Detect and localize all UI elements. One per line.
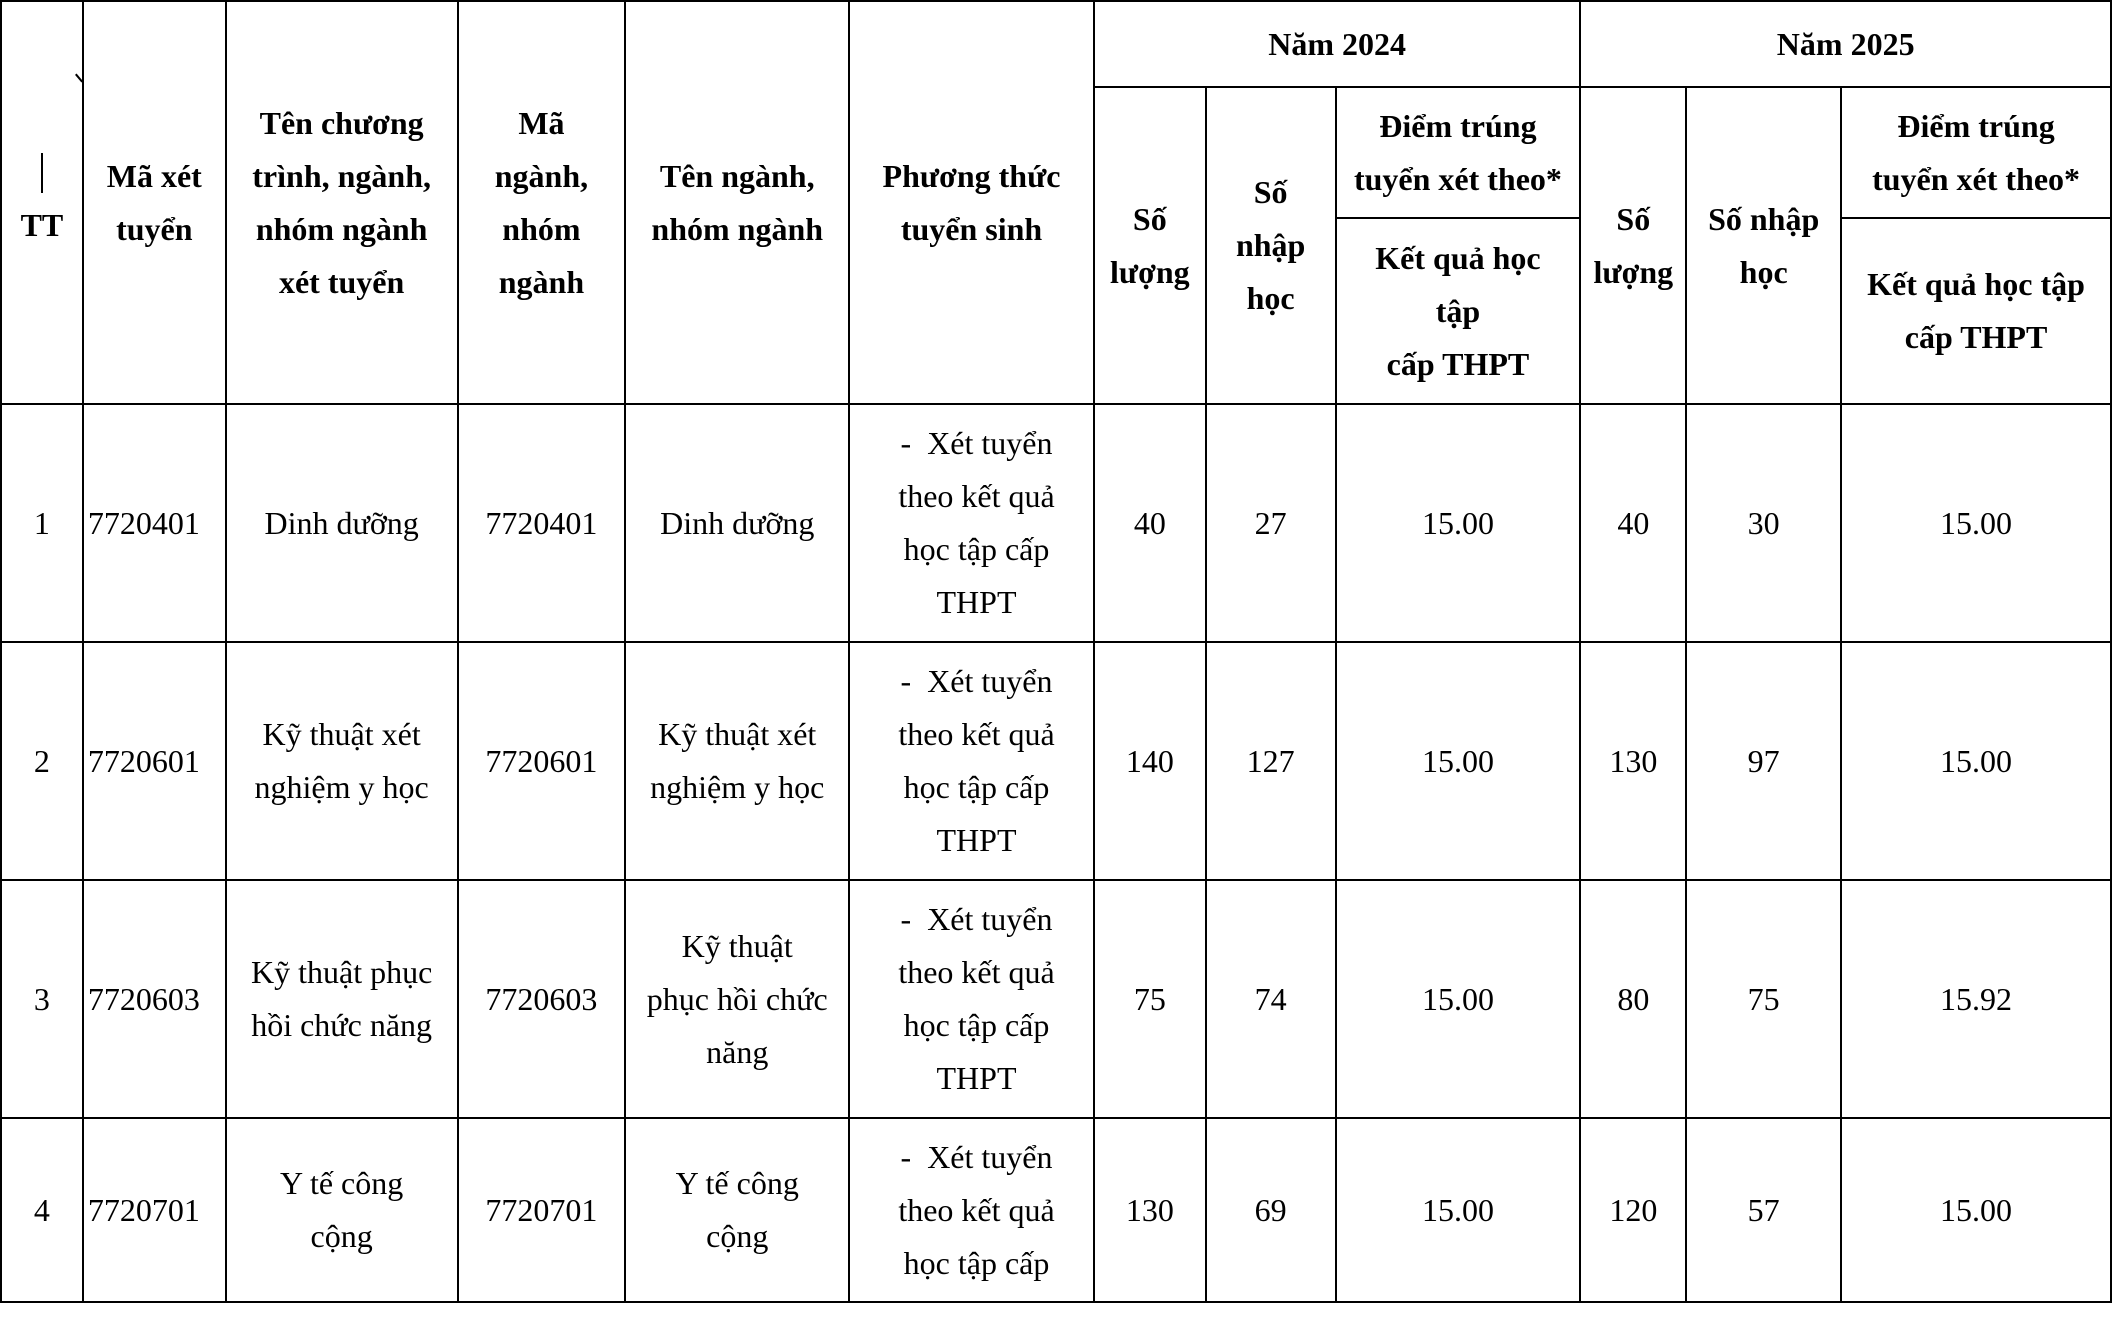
text-line: Dinh dưỡng xyxy=(264,504,419,541)
cell-diem-2025: 15.00 xyxy=(1841,404,2111,642)
text-line: Số xyxy=(1132,200,1167,237)
text-line: nhóm ngành xyxy=(255,210,428,247)
header-2025-ket-qua xyxy=(1841,218,2111,404)
text-line: ngành, xyxy=(494,157,589,194)
text-line: nghiệm y học xyxy=(254,769,429,805)
text-line: cộng xyxy=(310,1218,373,1254)
cell-ma-nganh: 7720401 xyxy=(458,404,626,642)
cell-so-luong-2024: 75 xyxy=(1094,880,1206,1118)
text-line: Điểm trúng xyxy=(1379,107,1537,144)
cell-ma-xet-tuyen: 7720701 xyxy=(83,1118,226,1302)
text-line: Y tế công xyxy=(675,1165,799,1201)
text-line: hồi chức năng xyxy=(251,1007,433,1043)
text-line: theo kết quả xyxy=(898,1191,1055,1228)
text-line: Kết quả học tập xyxy=(1867,266,2085,302)
cell-so-luong-2025: 40 xyxy=(1580,404,1686,642)
header-2025-so-nhap-hoc xyxy=(1686,87,1841,404)
cell-so-nhap-hoc-2024: 69 xyxy=(1206,1118,1336,1302)
cell-ten-nganh xyxy=(625,880,849,1118)
text-line: Kỹ thuật xyxy=(681,927,793,964)
text-line: tuyển xyxy=(116,210,193,247)
text-line: tuyển sinh xyxy=(900,210,1043,247)
cell-so-luong-2024: 130 xyxy=(1094,1118,1206,1302)
cell-ten-nganh xyxy=(625,404,849,642)
cell-diem-2024: 15.00 xyxy=(1336,404,1581,642)
header-tt xyxy=(1,1,83,404)
header-2024-so-nhap-hoc xyxy=(1206,87,1336,404)
text-line: học xyxy=(1246,280,1295,316)
text-line: phục hồi chức xyxy=(646,980,828,1017)
text-line: Tên ngành, xyxy=(659,157,815,194)
cell-so-nhap-hoc-2024: 127 xyxy=(1206,642,1336,880)
header-2024-so-luong xyxy=(1094,87,1206,404)
text-line: theo kết quả xyxy=(898,954,1055,990)
header-2024-ket-qua xyxy=(1336,218,1581,404)
table-row xyxy=(1,642,2111,880)
cell-so-nhap-hoc-2024: 27 xyxy=(1206,404,1336,642)
text-line: năng xyxy=(706,1033,769,1070)
text-line: Số xyxy=(1616,200,1651,237)
text-line: Dinh dưỡng xyxy=(660,504,815,541)
text-line: tuyển xét theo* xyxy=(1353,160,1562,197)
header-2025-diem-trung-tuyen xyxy=(1841,87,2111,218)
header-nam-2024: Năm 2024 xyxy=(1094,1,1581,87)
cell-ma-nganh: 7720601 xyxy=(458,642,626,880)
tt-vertical-mark xyxy=(41,153,43,193)
text-line: THPT xyxy=(936,822,1017,858)
cell-ten-chuong-trinh xyxy=(226,1118,458,1302)
cell-ten-nganh xyxy=(625,1118,849,1302)
cell-so-luong-2025: 120 xyxy=(1580,1118,1686,1302)
text-line: cấp THPT xyxy=(1904,319,2048,355)
cell-ma-xet-tuyen: 7720401 xyxy=(83,404,226,642)
text-line: học tập cấp xyxy=(903,1244,1050,1281)
text-line: Kỹ thuật xét xyxy=(262,716,421,752)
text-line: - Xét tuyển xyxy=(900,663,1053,699)
cell-diem-2024: 15.00 xyxy=(1336,642,1581,880)
text-line: trình, ngành, xyxy=(252,157,431,194)
cell-so-nhap-hoc-2025: 97 xyxy=(1686,642,1841,880)
text-line: - Xét tuyển xyxy=(900,901,1053,937)
cell-ma-xet-tuyen: 7720603 xyxy=(83,880,226,1118)
table-body xyxy=(1,404,2111,1302)
table-row xyxy=(1,1118,2111,1302)
cell-ma-xet-tuyen: 7720601 xyxy=(83,642,226,880)
text-line: theo kết quả xyxy=(898,478,1055,514)
text-line: - Xét tuyển xyxy=(900,1138,1053,1175)
text-line: Tên chương xyxy=(259,104,424,141)
text-line: Y tế công xyxy=(280,1165,404,1201)
table-row xyxy=(1,880,2111,1118)
cell-tt: 4 xyxy=(1,1118,83,1302)
cell-ten-chuong-trinh xyxy=(226,642,458,880)
cell-tt: 2 xyxy=(1,642,83,880)
text-line: cấp THPT xyxy=(1386,345,1530,382)
text-line: ngành xyxy=(498,263,585,300)
text-line: học tập cấp xyxy=(903,769,1050,805)
cell-tt: 1 xyxy=(1,404,83,642)
cell-ten-nganh xyxy=(625,642,849,880)
text-line: theo kết quả xyxy=(898,716,1055,752)
text-line: Kết quả học xyxy=(1375,239,1541,276)
text-line: nhập xyxy=(1235,227,1306,263)
header-tt-label: TT xyxy=(20,207,64,243)
cell-so-nhap-hoc-2025: 30 xyxy=(1686,404,1841,642)
text-line: xét tuyển xyxy=(278,263,405,300)
cell-so-luong-2025: 80 xyxy=(1580,880,1686,1118)
cell-phuong-thuc xyxy=(849,1118,1094,1302)
header-ten-nganh xyxy=(625,1,849,404)
text-line: lượng xyxy=(1593,253,1674,290)
header-nam-2025: Năm 2025 xyxy=(1580,1,2111,87)
text-line: nhóm ngành xyxy=(651,210,824,247)
text-line: Điểm trúng xyxy=(1897,107,2055,144)
header-ma-nganh xyxy=(458,1,626,404)
cell-so-nhap-hoc-2024: 74 xyxy=(1206,880,1336,1118)
header-2024-diem-trung-tuyen xyxy=(1336,87,1581,218)
text-line: tập xyxy=(1435,292,1481,329)
cell-diem-2024: 15.00 xyxy=(1336,880,1581,1118)
cell-tt: 3 xyxy=(1,880,83,1118)
text-line: Mã xét xyxy=(106,157,202,194)
text-line: Phương thức xyxy=(882,157,1061,194)
header-ten-chuong-trinh xyxy=(226,1,458,404)
cell-diem-2024: 15.00 xyxy=(1336,1118,1581,1302)
text-line: Mã xyxy=(518,104,565,141)
text-line: Kỹ thuật xét xyxy=(658,716,817,752)
text-line: Số nhập xyxy=(1708,200,1820,237)
header-ma-xet-tuyen xyxy=(83,1,226,404)
cell-so-luong-2024: 40 xyxy=(1094,404,1206,642)
header-phuong-thuc xyxy=(849,1,1094,404)
text-line: nghiệm y học xyxy=(650,769,825,805)
cell-ten-chuong-trinh xyxy=(226,880,458,1118)
text-line: tuyển xét theo* xyxy=(1872,160,2081,197)
cell-diem-2025: 15.00 xyxy=(1841,642,2111,880)
table-row xyxy=(1,404,2111,642)
text-line: lượng xyxy=(1110,253,1190,290)
text-line: học tập cấp xyxy=(903,1007,1050,1043)
cell-diem-2025: 15.00 xyxy=(1841,1118,2111,1302)
text-line: cộng xyxy=(706,1218,769,1254)
text-line: học tập cấp xyxy=(903,531,1050,567)
cell-phuong-thuc xyxy=(849,404,1094,642)
cell-so-luong-2024: 140 xyxy=(1094,642,1206,880)
cell-ma-nganh: 7720701 xyxy=(458,1118,626,1302)
header-2025-so-luong xyxy=(1580,87,1686,404)
cell-so-nhap-hoc-2025: 57 xyxy=(1686,1118,1841,1302)
text-line: nhóm xyxy=(502,210,581,247)
cell-so-luong-2025: 130 xyxy=(1580,642,1686,880)
cell-phuong-thuc xyxy=(849,642,1094,880)
cell-diem-2025: 15.92 xyxy=(1841,880,2111,1118)
text-line: Kỹ thuật phục xyxy=(250,954,433,990)
text-line: Số xyxy=(1253,174,1288,210)
text-line: học xyxy=(1739,253,1788,290)
text-line: THPT xyxy=(936,1060,1017,1096)
cell-ma-nganh: 7720603 xyxy=(458,880,626,1118)
cell-ten-chuong-trinh xyxy=(226,404,458,642)
text-line: THPT xyxy=(936,584,1017,620)
text-line: - Xét tuyển xyxy=(900,425,1053,461)
cell-phuong-thuc xyxy=(849,880,1094,1118)
cell-so-nhap-hoc-2025: 75 xyxy=(1686,880,1841,1118)
